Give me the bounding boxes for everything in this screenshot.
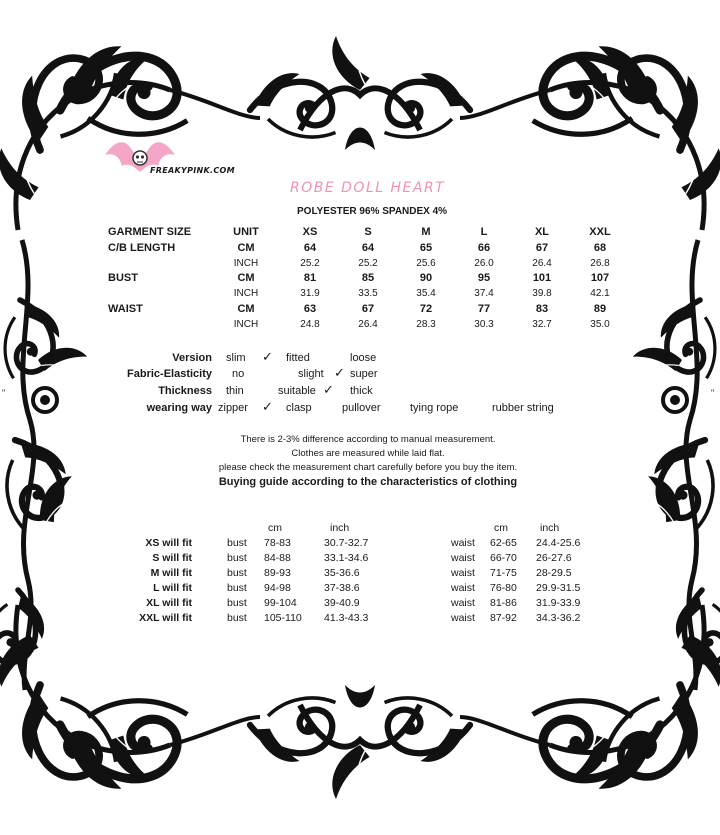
guide-bust-label: bust xyxy=(227,552,247,564)
left-side-mark: " xyxy=(2,388,6,398)
guide-bust-label: bust xyxy=(227,537,247,549)
unit-inch: INCH xyxy=(233,319,259,330)
guide-bust-inch-header: inch xyxy=(330,522,350,534)
cb-length-inch-l: 26.0 xyxy=(474,258,494,269)
row-label-waist: WAIST xyxy=(108,303,143,315)
unit-cm: CM xyxy=(237,242,255,254)
bust-cm-xxl: 107 xyxy=(590,272,610,284)
guide-waist-cm: 66-70 xyxy=(490,552,517,564)
guide-row-label: XS will fit xyxy=(145,537,192,549)
guide-waist-inch: 24.4-25.6 xyxy=(536,537,581,549)
guide-bust-label: bust xyxy=(227,612,247,624)
guide-waist-inch: 29.9-31.5 xyxy=(536,582,581,594)
header-size-xs: XS xyxy=(302,226,318,238)
bust-inch-xl: 39.8 xyxy=(532,288,552,299)
guide-row-label: M will fit xyxy=(150,567,192,579)
elasticity-no: no xyxy=(232,368,245,380)
waist-inch-xxl: 35.0 xyxy=(590,319,610,330)
cb-length-inch-xxl: 26.8 xyxy=(590,258,610,269)
logo-text: FREAKYPINK.COM xyxy=(150,166,235,175)
thickness-thick: thick xyxy=(350,385,373,397)
guide-waist-label: waist xyxy=(451,552,475,564)
version-slim: slim xyxy=(226,352,246,364)
guide-waist-inch-header: inch xyxy=(540,522,560,534)
waist-inch-l: 30.3 xyxy=(474,319,494,330)
elasticity-slight: slight xyxy=(298,368,324,380)
guide-waist-inch: 26-27.6 xyxy=(536,552,572,564)
guide-bust-inch: 39-40.9 xyxy=(324,597,360,609)
right-side-mark: " xyxy=(711,388,715,398)
waist-cm-m: 72 xyxy=(419,303,433,315)
bust-cm-xl: 101 xyxy=(532,272,552,284)
version-loose: loose xyxy=(350,352,377,364)
bust-inch-xs: 31.9 xyxy=(300,288,320,299)
waist-cm-s: 67 xyxy=(361,303,375,315)
guide-bust-inch: 33.1-34.6 xyxy=(324,552,369,564)
note-measurement-difference: There is 2-3% difference according to manual measurement. xyxy=(240,434,496,445)
guide-bust-cm: 78-83 xyxy=(264,537,291,549)
row-label-cb-length: C/B LENGTH xyxy=(108,242,176,254)
guide-waist-cm-header: cm xyxy=(494,522,508,534)
attr-label-thickness: Thickness xyxy=(158,385,212,397)
header-size-xxl: XXL xyxy=(589,226,611,238)
bust-inch-m: 35.4 xyxy=(416,288,436,299)
bust-cm-s: 85 xyxy=(361,272,375,284)
guide-bust-cm: 94-98 xyxy=(264,582,291,594)
guide-waist-inch: 31.9-33.9 xyxy=(536,597,581,609)
guide-waist-cm: 81-86 xyxy=(490,597,517,609)
guide-bust-inch: 30.7-32.7 xyxy=(324,537,369,549)
cb-length-inch-s: 25.2 xyxy=(358,258,378,269)
cb-length-inch-xs: 25.2 xyxy=(300,258,320,269)
wearing-zipper: zipper xyxy=(218,402,248,414)
cb-length-cm-l: 66 xyxy=(477,242,491,254)
bust-cm-m: 90 xyxy=(419,272,433,284)
unit-inch: INCH xyxy=(233,288,259,299)
unit-cm: CM xyxy=(237,272,255,284)
elasticity-check-icon: ✓ xyxy=(334,365,345,380)
bust-cm-xs: 81 xyxy=(303,272,317,284)
waist-inch-xs: 24.8 xyxy=(300,319,320,330)
header-size-m: M xyxy=(421,226,431,238)
fabric-subtitle: POLYESTER 96% SPANDEX 4% xyxy=(297,206,448,217)
guide-waist-inch: 34.3-36.2 xyxy=(536,612,581,624)
guide-waist-label: waist xyxy=(451,567,475,579)
cb-length-inch-xl: 26.4 xyxy=(532,258,552,269)
bust-cm-l: 95 xyxy=(477,272,491,284)
thickness-suitable: suitable xyxy=(278,385,316,397)
bust-inch-l: 37.4 xyxy=(474,288,494,299)
waist-cm-xl: 83 xyxy=(535,303,549,315)
guide-row-label: S will fit xyxy=(152,552,192,564)
guide-bust-cm: 105-110 xyxy=(264,612,302,624)
version-check-icon: ✓ xyxy=(262,349,273,364)
guide-waist-cm: 76-80 xyxy=(490,582,517,594)
left-side-ornament xyxy=(0,240,88,690)
version-fitted: fitted xyxy=(286,352,310,364)
page-title: ROBE DOLL HEART xyxy=(290,180,446,196)
header-size-s: S xyxy=(364,226,372,238)
header-size-l: L xyxy=(480,226,488,238)
corner-ornament-top-right xyxy=(532,36,720,230)
guide-bust-label: bust xyxy=(227,582,247,594)
guide-waist-inch: 28-29.5 xyxy=(536,567,572,579)
elasticity-super: super xyxy=(350,368,378,380)
guide-row-label: XXL will fit xyxy=(139,612,192,624)
guide-bust-inch: 35-36.6 xyxy=(324,567,360,579)
guide-waist-label: waist xyxy=(451,597,475,609)
guide-bust-cm: 89-93 xyxy=(264,567,291,579)
buying-guide-title: Buying guide according to the characteristics of clothing xyxy=(218,476,518,488)
unit-cm: CM xyxy=(237,303,255,315)
row-label-bust: BUST xyxy=(108,272,138,284)
note-laid-flat: Clothes are measured while laid flat. xyxy=(291,448,445,459)
waist-inch-m: 28.3 xyxy=(416,319,436,330)
guide-row-label: L will fit xyxy=(153,582,192,594)
thickness-check-icon: ✓ xyxy=(323,382,334,397)
unit-inch: INCH xyxy=(233,258,259,269)
bust-inch-s: 33.5 xyxy=(358,288,378,299)
wearing-rubber-string: rubber string xyxy=(492,402,554,414)
wearing-check-icon: ✓ xyxy=(262,399,273,414)
guide-bust-label: bust xyxy=(227,567,247,579)
header-size-xl: XL xyxy=(534,226,550,238)
guide-row-label: XL will fit xyxy=(146,597,192,609)
guide-waist-cm: 71-75 xyxy=(490,567,517,579)
cb-length-inch-m: 25.6 xyxy=(416,258,436,269)
attr-label-version: Version xyxy=(172,352,212,364)
guide-bust-inch: 41.3-43.3 xyxy=(324,612,369,624)
waist-inch-xl: 32.7 xyxy=(532,319,552,330)
thickness-thin: thin xyxy=(226,385,244,397)
guide-waist-cm: 62-65 xyxy=(490,537,517,549)
guide-waist-label: waist xyxy=(451,537,475,549)
cb-length-cm-m: 65 xyxy=(419,242,433,254)
wearing-tying-rope: tying rope xyxy=(410,402,459,414)
waist-cm-xs: 63 xyxy=(303,303,317,315)
wearing-pullover: pullover xyxy=(342,402,381,414)
guide-bust-label: bust xyxy=(227,597,247,609)
header-unit: UNIT xyxy=(233,226,259,238)
cb-length-cm-s: 64 xyxy=(361,242,375,254)
guide-bust-inch: 37-38.6 xyxy=(324,582,360,594)
attr-label-wearing-way: wearing way xyxy=(146,402,212,414)
waist-inch-s: 26.4 xyxy=(358,319,378,330)
cb-length-cm-xs: 64 xyxy=(303,242,317,254)
wearing-clasp: clasp xyxy=(286,402,312,414)
note-check-chart: please check the measurement chart carefully before you buy the item. xyxy=(218,462,518,473)
guide-bust-cm: 99-104 xyxy=(264,597,297,609)
guide-waist-label: waist xyxy=(451,582,475,594)
corner-ornament-top-left xyxy=(0,36,188,230)
cb-length-cm-xxl: 68 xyxy=(593,242,607,254)
waist-cm-l: 77 xyxy=(477,303,491,315)
cb-length-cm-xl: 67 xyxy=(535,242,549,254)
top-center-crest xyxy=(170,36,550,150)
bust-inch-xxl: 42.1 xyxy=(590,288,610,299)
attr-label-elasticity: Fabric-Elasticity xyxy=(127,368,212,380)
guide-bust-cm: 84-88 xyxy=(264,552,291,564)
bottom-center-crest xyxy=(170,685,550,799)
waist-cm-xxl: 89 xyxy=(593,303,607,315)
header-garment-size: GARMENT SIZE xyxy=(108,226,192,238)
right-side-ornament xyxy=(632,240,720,690)
guide-bust-cm-header: cm xyxy=(268,522,282,534)
guide-waist-label: waist xyxy=(451,612,475,624)
guide-waist-cm: 87-92 xyxy=(490,612,517,624)
